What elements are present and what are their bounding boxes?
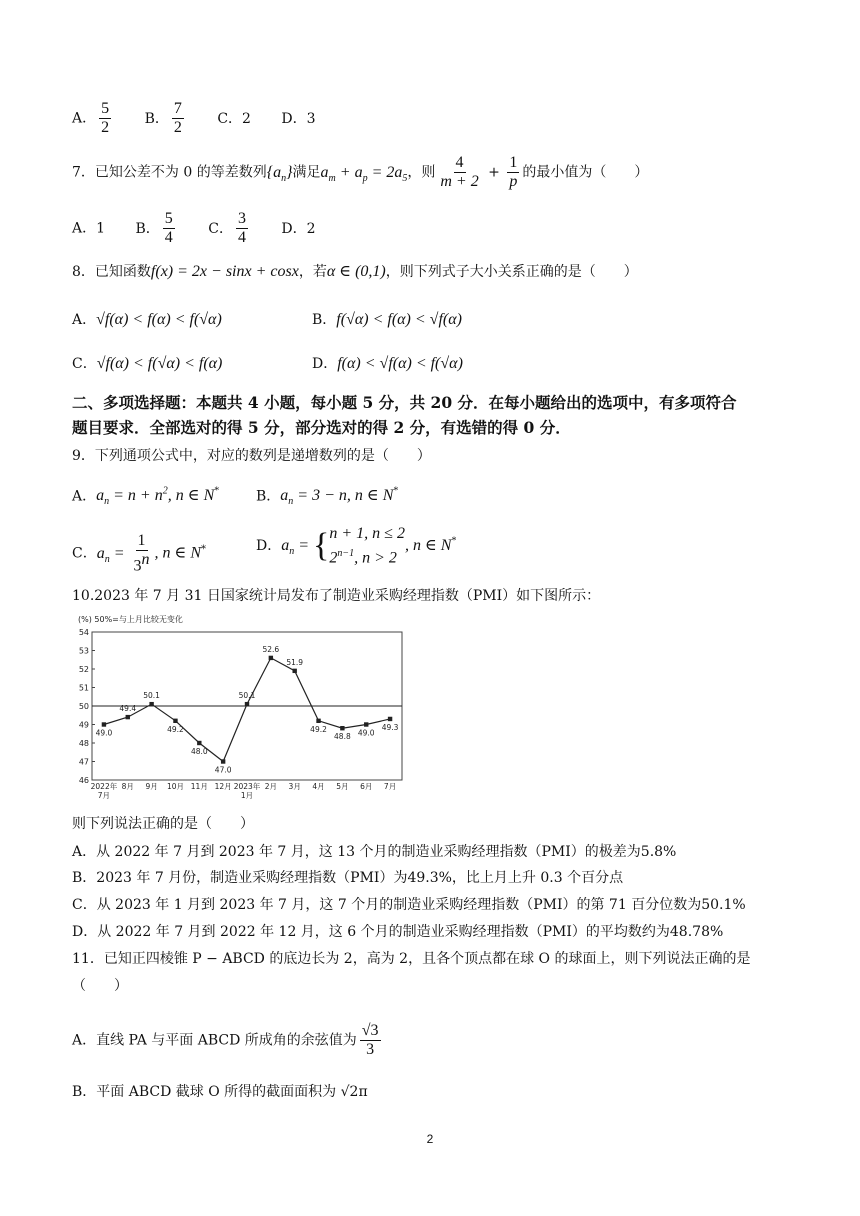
- page-number: 2: [426, 1132, 434, 1146]
- q7-option-b-fraction: [163, 210, 175, 247]
- q7-option-b-label: B．: [135, 220, 160, 237]
- x-tick-label: 9月: [145, 782, 158, 791]
- q8-condition: α ∈ (0,1): [326, 263, 386, 280]
- q7-prefix: 7．已知公差不为 0 的等差数列: [72, 164, 267, 181]
- pmi-series-line: [104, 658, 390, 762]
- fraction-denominator: p: [509, 173, 518, 190]
- x-tick-label: 2023年: [233, 782, 261, 791]
- data-label: 49.4: [119, 704, 137, 714]
- q8-option-d-expr: f(α) < √f(α) < f(√α): [337, 355, 463, 372]
- q7-cond-c: = 2a: [367, 163, 403, 181]
- fraction-numerator: 7: [173, 100, 182, 117]
- data-label: 48.8: [334, 732, 351, 742]
- data-label: 49.2: [167, 724, 184, 734]
- data-point: [269, 656, 273, 660]
- data-point: [245, 702, 249, 706]
- x-tick-label: 7月: [383, 782, 397, 791]
- q8-option-c-label: C．: [72, 356, 97, 372]
- q9-option-c-label: C．: [72, 545, 97, 562]
- data-point: [316, 719, 320, 723]
- fraction-denominator: 4: [237, 229, 246, 246]
- data-point: [364, 722, 368, 726]
- q10-option-d: D．从 2022 年 7 月到 2022 年 12 月，这 6 个月的制造业采购经理指数（PMI）的平均数约为48.78%: [72, 924, 724, 940]
- q7-suffix: 的最小值为（ ）: [522, 164, 649, 181]
- section2-line2: 题目要求．全部选对的得 5 分，部分选对的得 2 分，有选错的得 0 分．: [72, 418, 571, 437]
- y-tick-label: 48: [78, 739, 89, 748]
- q7-mid: 满足: [292, 164, 321, 181]
- q8-options-row1: [72, 310, 462, 330]
- q9-a-sub: n: [104, 496, 110, 508]
- fraction-numerator: 1: [509, 154, 518, 171]
- q9-option-c-fraction: [132, 532, 152, 575]
- q10-option-b: B．2023 年 7 月份，制造业采购经理指数（PMI）为49.3%，比上月上升 0.3 个百分点: [72, 870, 624, 886]
- q9-option-a-label: A．: [72, 488, 97, 505]
- q9-option-d-label: D．: [256, 537, 282, 554]
- q9-options-row1: [72, 482, 399, 513]
- q8-option-a-label: A．: [72, 312, 97, 328]
- q9-stem: 9．下列通项公式中，对应的数列是递增数列的是（ ）: [72, 448, 431, 464]
- q9-option-a-expr: [96, 486, 220, 508]
- q8-option-a-expr: √f(α) < f(α) < f(√α): [96, 311, 222, 328]
- q9-option-b-expr: [280, 486, 399, 508]
- q11-option-a-fraction: [360, 1022, 381, 1059]
- q9-c-eq: =: [109, 544, 129, 562]
- q8-prefix: 8．已知函数: [72, 264, 151, 280]
- y-tick-label: 47: [78, 757, 89, 767]
- y-tick-label: 51: [78, 683, 89, 693]
- fraction-numerator: 1: [137, 532, 146, 549]
- fraction-denominator: 2: [101, 119, 110, 136]
- fraction-denominator: 2: [173, 119, 182, 136]
- data-point: [197, 741, 201, 745]
- brace-icon: {: [313, 527, 330, 565]
- fraction-numerator: 3: [237, 210, 246, 227]
- data-label: 48.0: [190, 747, 208, 756]
- q8-options-row2: [72, 354, 463, 374]
- q6-options: [72, 100, 316, 137]
- q6-option-a-fraction: [99, 100, 111, 137]
- data-point: [292, 669, 296, 673]
- q9-c-den-base: 3: [133, 557, 142, 575]
- q8-option-c-expr: √f(α) < f(√α) < f(α): [96, 355, 223, 372]
- q8-option-d-label: D．: [312, 356, 338, 372]
- q9-d-a: a: [281, 536, 290, 554]
- q7-plus: +: [483, 164, 505, 181]
- q11-option-a: [72, 1022, 384, 1059]
- pmi-points: [102, 656, 393, 764]
- q9-b-sub: n: [288, 496, 294, 508]
- q9-c-star: *: [201, 544, 207, 555]
- q9-options-row2: [72, 525, 457, 575]
- q8-option-b-label: B．: [312, 312, 337, 328]
- x-tick-label: 11月: [190, 782, 208, 791]
- x-tick-label: 4月: [312, 782, 325, 791]
- y-tick-label: 53: [78, 646, 89, 656]
- q9-c-den-exp: n: [141, 551, 150, 568]
- q9-d-case2: [329, 544, 405, 568]
- q8-function: f(x) = 2x − sinx + cosx: [150, 263, 299, 280]
- q7-cond-b: + a: [335, 163, 363, 181]
- fraction-numerator: 5: [164, 210, 173, 227]
- q9-a-a: a: [96, 487, 105, 505]
- q7-seq-sub: n: [281, 172, 287, 184]
- fraction-denominator: m + 2: [440, 173, 479, 190]
- q9-a-sup: 2: [162, 486, 168, 497]
- fraction-numerator: √3: [361, 1022, 379, 1039]
- q6-option-b-fraction: [172, 100, 184, 137]
- q10-option-a: A．从 2022 年 7 月到 2023 年 7 月，这 13 个月的制造业采购经理指数（PMI）的极差为5.8%: [72, 844, 677, 860]
- q11-stem-line2: （ ）: [72, 978, 128, 994]
- chart-title: (%) 50%=与上月比较无变化: [78, 615, 183, 624]
- q10-question: 则下列说法正确的是（ ）: [72, 816, 254, 832]
- x-tick-sublabel: 1月: [240, 791, 254, 800]
- q7-fraction-2: [507, 154, 519, 191]
- q7-fraction-1: [438, 154, 480, 191]
- q9-d-case1: n + 1, n ≤ 2: [329, 525, 405, 542]
- data-point: [388, 717, 392, 721]
- q9-d-eq: =: [294, 536, 314, 554]
- fraction-numerator: 5: [101, 100, 110, 117]
- data-label: 50.1: [238, 691, 256, 701]
- data-point: [173, 719, 177, 723]
- q7-sub-m: m: [328, 172, 336, 184]
- q6-option-b-label: B．: [144, 110, 169, 127]
- data-label: 51.9: [286, 657, 304, 667]
- q9-d-case2-base: 2: [329, 549, 338, 567]
- section2-line1: 二、多项选择题：本题共 4 小题，每小题 5 分，共 20 分．在每小题给出的选项中，有多项符合: [72, 393, 737, 412]
- y-tick-label: 50: [78, 702, 89, 711]
- q10-option-c: C．从 2023 年 1 月到 2023 年 7 月，这 7 个月的制造业采购经理指数（PMI）的第 71 百分位数为50.1%: [72, 897, 746, 913]
- x-tick-label: 10月: [166, 782, 184, 791]
- x-tick-label: 8月: [121, 782, 134, 791]
- q11-stem-line1: 11．已知正四棱锥 P − ABCD 的底边长为 2，高为 2，且各个顶点都在球 O 的球面上，则下列说法正确的是: [72, 951, 751, 967]
- y-tick-label: 54: [78, 628, 89, 637]
- y-tick-label: 49: [78, 720, 89, 730]
- x-tick-label: 2022年: [90, 782, 118, 791]
- q11-option-a-text: A．直线 PA 与平面 ABCD 所成角的余弦值为: [72, 1032, 357, 1049]
- q9-b-a: a: [280, 487, 289, 505]
- x-axis: [91, 781, 397, 800]
- q7-sub-5: 5: [402, 172, 408, 184]
- q9-d-star: *: [451, 535, 457, 547]
- q9-option-b-label: B．: [256, 488, 281, 505]
- data-label: 49.3: [381, 722, 399, 732]
- y-tick-label: 52: [78, 665, 89, 674]
- q10-stem: 10.2023 年 7 月 31 日国家统计局发布了制造业采购经理指数（PMI）如下图所示：: [72, 588, 601, 604]
- q9-d-tail: , n ∈ N: [404, 536, 452, 554]
- data-point: [102, 722, 106, 726]
- fraction-denominator: 4: [164, 229, 173, 246]
- q9-c-a: a: [96, 544, 105, 562]
- q7-options: [72, 210, 316, 247]
- q7-option-d: D．2: [281, 220, 316, 237]
- q11-option-b: B．平面 ABCD 截球 O 所得的截面面积为 √2π: [72, 1084, 368, 1100]
- q7-seq-end: }: [286, 163, 293, 181]
- q7-condition: [320, 163, 408, 184]
- q7-then: ，则: [407, 164, 436, 181]
- data-point: [340, 726, 344, 730]
- fraction-numerator: 4: [455, 154, 464, 171]
- q8-mid: ，若: [298, 264, 327, 280]
- q9-b-rest: = 3 − n, n ∈ N: [293, 487, 394, 505]
- q9-b-star: *: [393, 486, 399, 497]
- q7-option-a: A．1: [72, 220, 106, 237]
- q9-c-tail: , n ∈ N: [154, 544, 202, 562]
- x-tick-label: 3月: [288, 782, 301, 791]
- q7-sub-p: p: [362, 172, 368, 184]
- q9-option-c-expr: [96, 544, 129, 565]
- q9-a-rest: = n + n: [109, 487, 163, 505]
- x-tick-label: 2月: [264, 782, 277, 791]
- data-label: 49.0: [357, 728, 375, 738]
- data-label: 49.0: [95, 728, 113, 738]
- data-label: 50.1: [143, 691, 160, 701]
- q7-cond-a: a: [320, 163, 329, 181]
- q9-option-d-expr: [281, 525, 457, 567]
- q6-option-d: D．3: [281, 110, 316, 127]
- q9-d-cases: [329, 524, 405, 568]
- q7-seq: [266, 163, 293, 184]
- x-tick-label: 6月: [360, 782, 373, 791]
- q7-option-c-fraction: [236, 210, 248, 247]
- q9-d-case2-exp: n−1: [337, 548, 355, 559]
- y-tick-label: 46: [78, 776, 89, 785]
- q8-stem: [72, 262, 638, 282]
- x-tick-sublabel: 7月: [97, 791, 111, 800]
- q6-option-a-label: A．: [72, 110, 97, 127]
- q9-d-sub: n: [289, 546, 295, 558]
- data-point: [221, 759, 225, 763]
- fraction-denominator: 3: [366, 1041, 375, 1058]
- fraction-denominator: [132, 551, 152, 575]
- q8-suffix: ，则下列式子大小关系正确的是（ ）: [385, 264, 638, 280]
- q7-option-c-label: C．: [208, 220, 233, 237]
- data-point: [126, 715, 130, 719]
- q7-stem: [72, 154, 648, 191]
- q8-option-b-expr: f(√α) < f(α) < √f(α): [336, 311, 462, 328]
- q9-c-sub: n: [104, 553, 110, 565]
- x-tick-label: 5月: [336, 782, 349, 791]
- data-label: 47.0: [214, 765, 232, 775]
- q9-a-tail: , n ∈ N: [167, 487, 215, 505]
- x-tick-label: 12月: [214, 782, 232, 791]
- q9-d-case2-rest: , n > 2: [354, 549, 397, 567]
- pmi-chart: [72, 612, 412, 808]
- q9-a-star: *: [214, 486, 220, 497]
- data-point: [149, 702, 153, 706]
- q6-option-c: C．2: [217, 110, 251, 127]
- data-label: 52.6: [262, 644, 280, 654]
- data-label: 49.2: [310, 724, 327, 734]
- q7-seq-a: {a: [266, 163, 282, 181]
